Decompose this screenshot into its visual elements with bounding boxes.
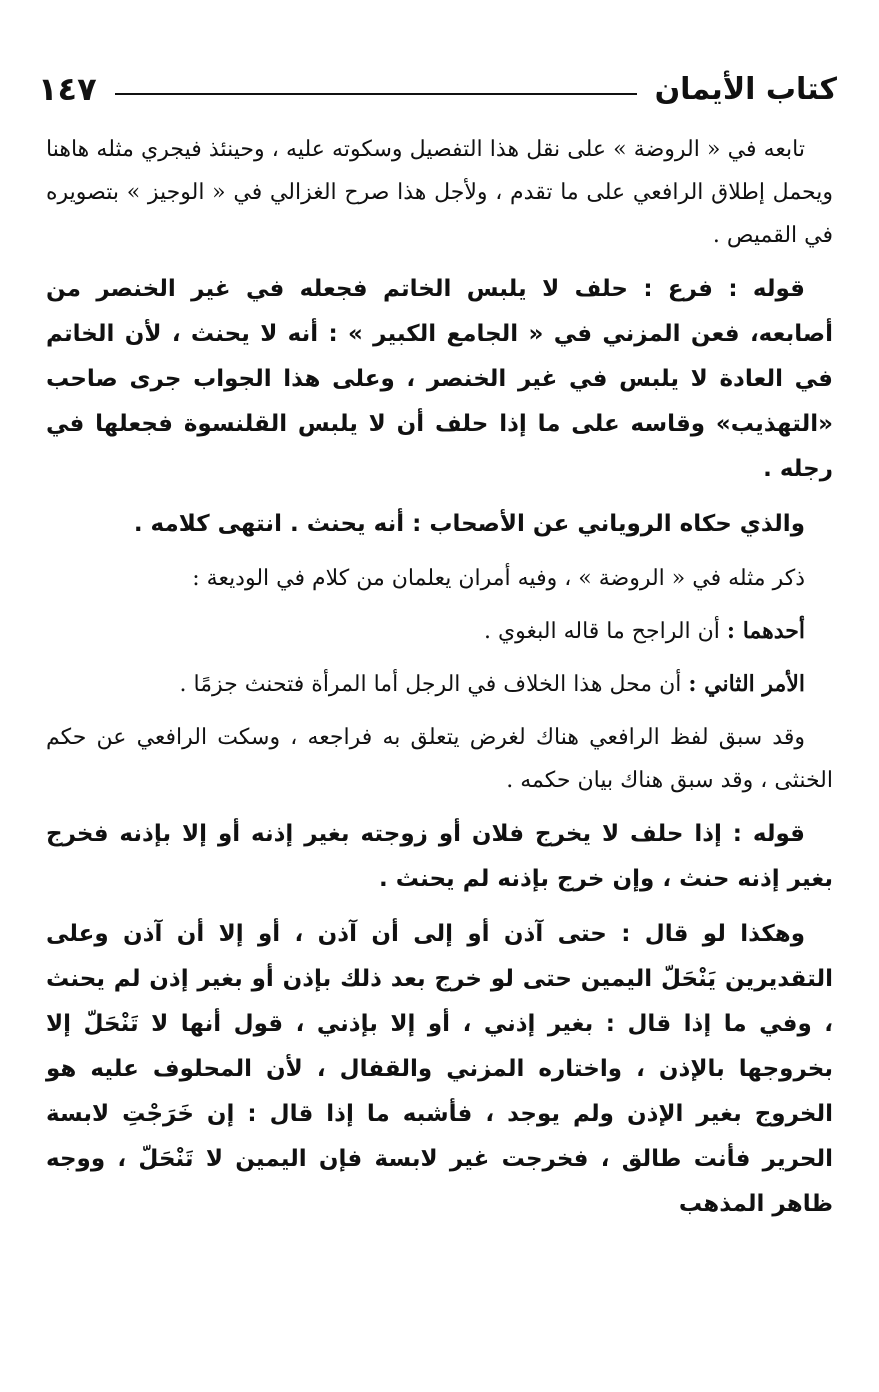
commentary-paragraph: [46, 128, 833, 257]
paragraph-text: أن محل هذا الخلاف في الرجل أما المرأة فتحنث جزمًا .: [179, 672, 682, 697]
quoted-paragraph: [46, 912, 833, 1227]
paragraph-text: وقد سبق لفظ الرافعي هناك لغرض يتعلق به فراجعه ، وسكت الرافعي عن حكم الخنثى ، وقد سبق هناك بيان حكمه .: [46, 725, 833, 793]
commentary-paragraph: [46, 610, 833, 653]
quoted-paragraph: [46, 267, 833, 492]
page-number: ١٤٧: [38, 70, 97, 108]
quoted-paragraph: [46, 812, 833, 902]
paragraph-text: أن الراجح ما قاله البغوي .: [483, 619, 720, 644]
commentary-paragraph: [46, 716, 833, 802]
paragraph-text: والذي حكاه الروياني عن الأصحاب : أنه يحنث . انتهى كلامه .: [133, 511, 805, 537]
body-text: [46, 128, 833, 1237]
paragraph-text: ذكر مثله في « الروضة » ، وفيه أمران يعلمان من كلام في الوديعة :: [192, 566, 805, 591]
paragraph-text: تابعه في « الروضة » على نقل هذا التفصيل وسكوته عليه ، وحينئذ فيجري مثله هاهنا ويحمل إطلاق الرافعي على ما تقدم ، ولأجل هذا صرح الغزالي في « الوجيز » بتصويره في القميص .: [46, 137, 833, 248]
running-header: [38, 62, 837, 116]
paragraph-lead: أحدهما :: [726, 618, 805, 644]
paragraph-text: قوله : فرع : حلف لا يلبس الخاتم فجعله في غير الخنصر من أصابعه، فعن المزني في « الجامع الكبير » : أنه لا يحنث ، لأن الخاتم في العادة لا يلبس في غير الخنصر ، وعلى هذا الجواب جرى صاحب «التهذيب» وقاسه على ما إذا حلف أن لا يلبس القلنسوة فجعلها في رجله .: [46, 276, 833, 482]
paragraph-lead: الأمر الثاني :: [688, 671, 805, 697]
commentary-paragraph: [46, 663, 833, 706]
commentary-paragraph: [46, 557, 833, 600]
header-rule: [115, 93, 637, 95]
paragraph-text: وهكذا لو قال : حتى آذن أو إلى أن آذن ، أو إلا أن آذن وعلى التقديرين يَنْحَلّ اليمين حتى لو خرج بعد ذلك بإذن أو بغير إذن لم يحنث ، وفي ما إذا قال : بغير إذني ، أو إلا بإذني ، قول أنها لا تَنْحَلّ إلا بخروجها بالإذن ، واختاره المزني والقفال ، لأن المحلوف عليه هو الخروج بغير الإذن ولم يوجد ، فأشبه ما إذا قال : إن خَرَجْتِ لابسة الحرير فأنت طالق ، فخرجت غير لابسة فإن اليمين لا تَنْحَلّ ، ووجه ظاهر المذهب: [46, 921, 833, 1217]
book-title: كتاب الأيمان: [654, 71, 837, 107]
quoted-paragraph: [46, 502, 833, 547]
paragraph-text: قوله : إذا حلف لا يخرج فلان أو زوجته بغير إذنه أو إلا بإذنه فخرج بغير إذنه حنث ، وإن خرج بإذنه لم يحنث .: [46, 821, 833, 892]
